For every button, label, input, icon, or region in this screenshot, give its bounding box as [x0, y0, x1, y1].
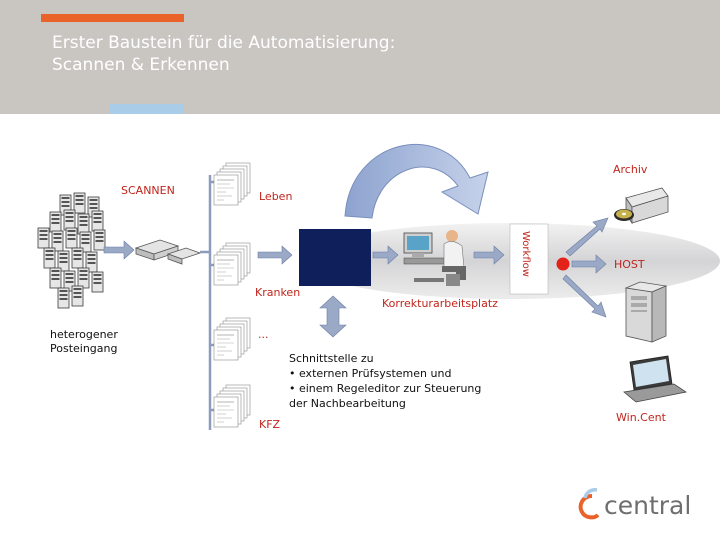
label-workflow: Workflow	[520, 231, 531, 277]
laptop-icon	[624, 356, 686, 402]
label-archiv: Archiv	[613, 163, 648, 176]
curved-arrow	[345, 144, 488, 218]
page-title: Erster Baustein für die Automatisierung: Scannen & Erkennen	[52, 33, 396, 75]
arrow-to-recognition	[258, 246, 292, 264]
label-korrektur: Korrekturarbeitsplatz	[382, 297, 498, 310]
router-dot	[557, 258, 570, 271]
label-host: HOST	[614, 258, 645, 271]
doc-stack-dots	[214, 318, 250, 360]
fanout-connectors	[200, 175, 220, 430]
mail-pile-icon	[38, 193, 105, 308]
label-posteingang: heterogener Posteingang	[50, 328, 118, 355]
host-server-icon	[626, 282, 666, 342]
label-kfz: KFZ	[259, 418, 281, 431]
recognition-box	[299, 229, 371, 286]
interface-description: Schnittstelle zu • externen Prüfsystemen und • einem Regeleditor zur Steuerung der Nachbearbeitung	[289, 352, 482, 410]
scanner-icon	[136, 240, 200, 264]
central-logo-icon	[581, 490, 598, 518]
label-dots: ...	[258, 328, 269, 341]
interface-arrow	[320, 296, 346, 337]
central-logo-text: central	[604, 491, 692, 520]
doc-stack-kranken	[214, 243, 250, 285]
doc-stack-kfz	[214, 385, 250, 427]
archive-icon	[614, 188, 668, 223]
label-kranken: Kranken	[255, 286, 301, 299]
arrow-to-scanner	[104, 241, 134, 259]
label-wincent: Win.Cent	[616, 411, 666, 424]
label-leben: Leben	[259, 190, 293, 203]
doc-stack-leben	[214, 163, 250, 205]
label-scannen: SCANNEN	[121, 184, 175, 197]
